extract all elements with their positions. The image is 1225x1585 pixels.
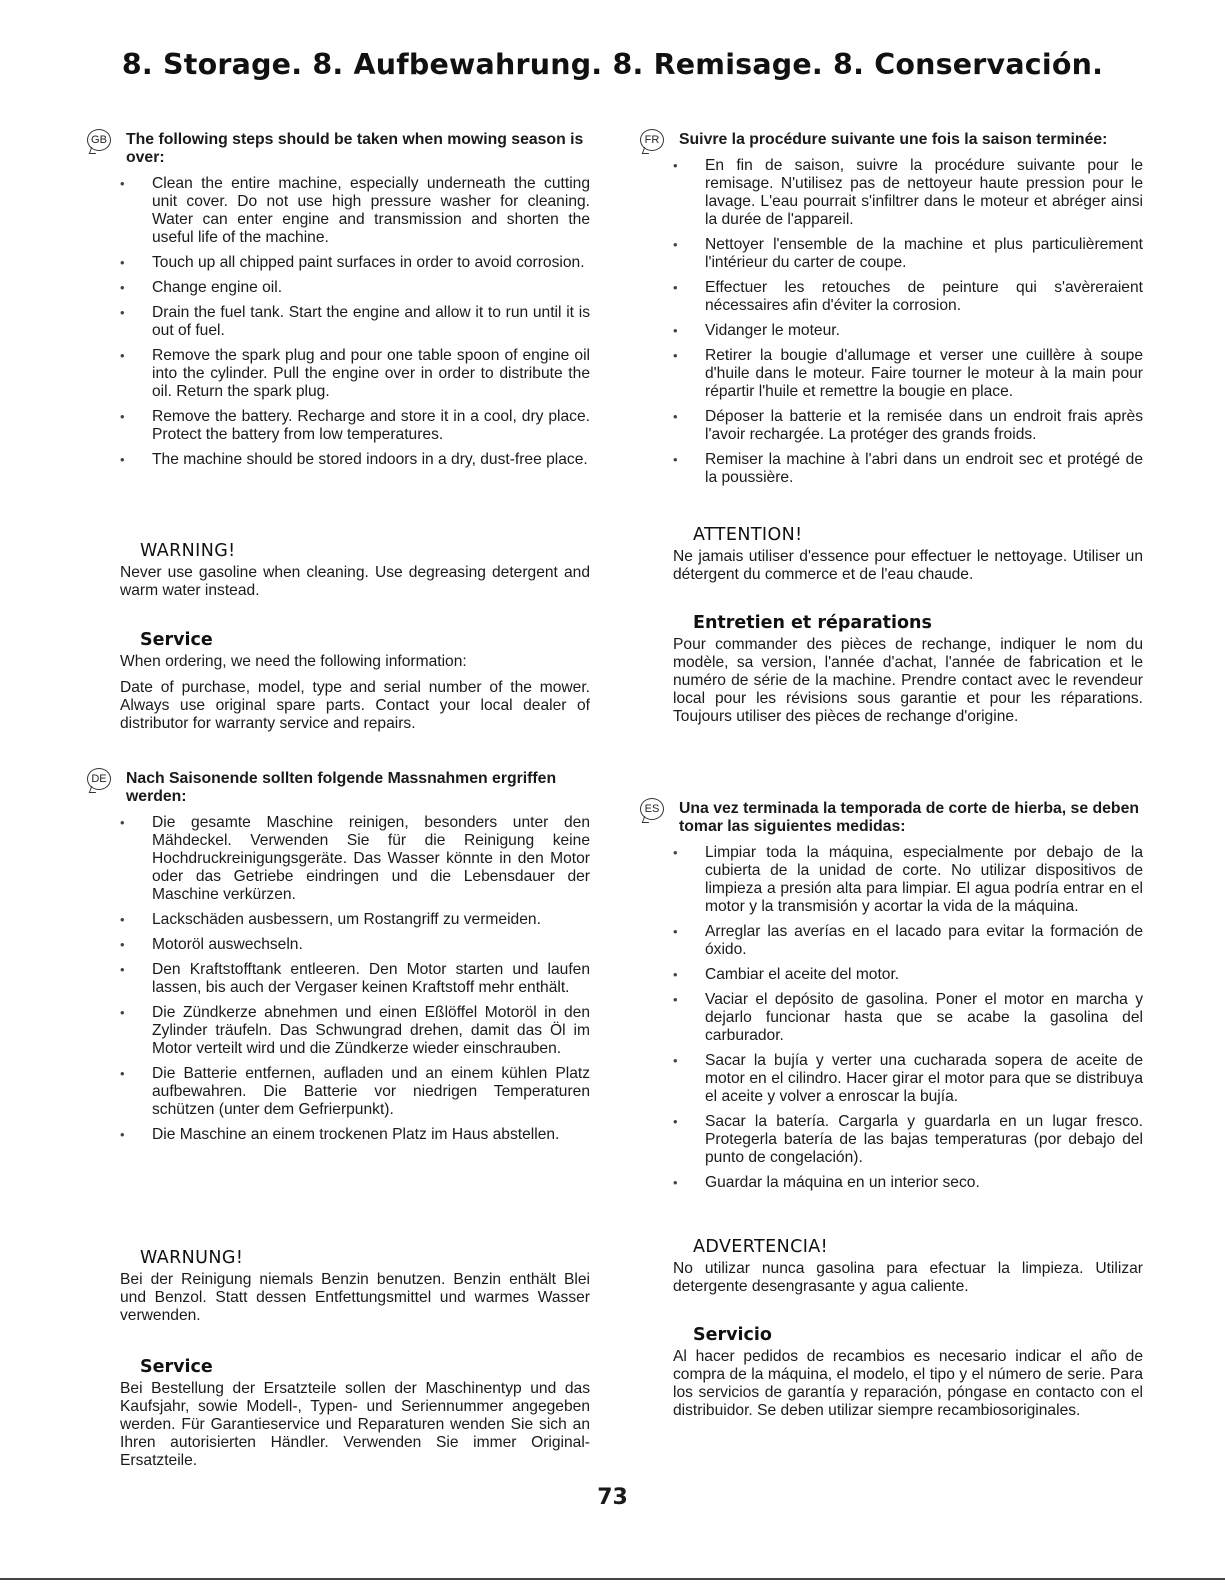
fr-warning-title: ATTENTION! xyxy=(693,525,803,545)
gb-service-text-2: Date of purchase, model, type and serial number of the mower. Always use original spare parts. Contact your local dealer of distributor for warranty service and repairs. xyxy=(120,679,590,732)
de-warning-text: Bei der Reinigung niemals Benzin benutzen. Benzin enthält Blei und Benzol. Statt dessen Entfettungsmittel und warmes Wasser verwenden. xyxy=(120,1271,590,1324)
section-gb xyxy=(91,131,590,476)
es-service xyxy=(673,1325,1143,1420)
list-item: • Touch up all chipped paint surfaces in order to avoid corrosion. xyxy=(120,254,590,272)
list-item: • Remiser la machine à l'abri dans un endroit sec et protégé de la poussière. xyxy=(673,451,1143,487)
es-language-badge: ES xyxy=(640,798,664,820)
list-item: • Cambiar el aceite del motor. xyxy=(673,966,1143,984)
section-fr xyxy=(644,131,1143,494)
es-heading: Una vez terminada la temporada de corte de hierba, se deben tomar las siguientes medidas: xyxy=(679,800,1140,835)
gb-service-title: Service xyxy=(140,630,213,650)
list-item: • Limpiar toda la máquina, especialmente por debajo de la cubierta de la unidad de corte. No utilizar dispositivos de limpieza a presión alta para limpiar. El agua podría entrar en el motor y la transmisión y acortar la vida de la máquina. xyxy=(673,844,1143,916)
list-item: • Sacar la bujía y verter una cucharada sopera de aceite de motor en el cilindro. Hacer girar el motor para que se distribuya el aceite y volver a enroscar la bujía. xyxy=(673,1052,1143,1106)
page-title: 8. Storage. 8. Aufbewahrung. 8. Remisage. 8. Conservación. xyxy=(121,48,1104,81)
de-service xyxy=(120,1357,590,1470)
list-item: • Die Maschine an einem trockenen Platz im Haus abstellen. xyxy=(120,1126,590,1144)
gb-service-text-1: When ordering, we need the following information: xyxy=(120,653,467,670)
list-item: • Sacar la batería. Cargarla y guardarla en un lugar fresco. Protegerla batería de las bajas temperaturas (por debajo del punto de congelación). xyxy=(673,1113,1143,1167)
list-item: • En fin de saison, suivre la procédure suivante pour le remisage. N'utilisez pas de nettoyeur haute pression pour le lavage. L'eau pourrait s'infiltrer dans le moteur et abréger ainsi la durée de l'appareil. xyxy=(673,157,1143,229)
list-item: • Arreglar las averías en el lacado para evitar la formación de óxido. xyxy=(673,923,1143,959)
list-item: • Déposer la batterie et la remisée dans un endroit frais après l'avoir rechargée. La protéger des grands froids. xyxy=(673,408,1143,444)
list-item: • Drain the fuel tank. Start the engine and allow it to run until it is out of fuel. xyxy=(120,304,590,340)
list-item: • Remove the spark plug and pour one table spoon of engine oil into the cylinder. Pull the engine over in order to distribute the oil. Return the spark plug. xyxy=(120,347,590,401)
list-item: • Die Zündkerze abnehmen und einen Eßlöffel Motoröl in den Zylinder träufeln. Das Schwungrad drehen, damit das Öl im Motor verteilt wird und die Zündkerze wieder einschrauben. xyxy=(120,1004,590,1058)
list-item: • Den Kraftstofftank entleeren. Den Motor starten und laufen lassen, bis auch der Vergaser keinen Kraftstoff mehr enthält. xyxy=(120,961,590,997)
gb-heading: The following steps should be taken when mowing season is over: xyxy=(126,131,584,166)
bottom-divider xyxy=(0,1578,1225,1580)
list-item: • Vaciar el depósito de gasolina. Poner el motor en marcha y dejarlo funcionar hasta que se acabe la gasolina del carburador. xyxy=(673,991,1143,1045)
list-item: • Change engine oil. xyxy=(120,279,590,297)
list-item: • The machine should be stored indoors in a dry, dust-free place. xyxy=(120,451,590,469)
gb-heading-block xyxy=(91,131,590,167)
de-language-badge: DE xyxy=(87,768,111,790)
fr-warning xyxy=(673,525,1143,584)
fr-warning-text: Ne jamais utiliser d'essence pour effectuer le nettoyage. Utiliser un détergent du commerce et de l'eau chaude. xyxy=(673,548,1143,583)
es-warning-title: ADVERTENCIA! xyxy=(693,1237,829,1257)
es-heading-block xyxy=(644,800,1143,836)
gb-warning xyxy=(120,541,590,600)
gb-service xyxy=(120,630,590,733)
de-service-text: Bei Bestellung der Ersatzteile sollen der Maschinentyp und das Kaufsjahr, sowie Modell-, Typen- und Seriennummer angegeben werden. Für Garantieservice und Reparaturen wenden Sie sich an Ihren autorisierten Händler. Verwenden Sie immer Original-Ersatzteile. xyxy=(120,1380,590,1469)
es-service-title: Servicio xyxy=(693,1325,772,1345)
section-es xyxy=(644,800,1143,1199)
es-warning-text: No utilizar nunca gasolina para efectuar la limpieza. Utilizar detergente desengrasante y agua caliente. xyxy=(673,1260,1143,1295)
fr-steps-list xyxy=(673,157,1143,487)
de-service-title: Service xyxy=(140,1357,213,1377)
de-heading-block xyxy=(91,770,590,806)
list-item: • Effectuer les retouches de peinture qui s'avèreraient nécessaires afin d'éviter la corrosion. xyxy=(673,279,1143,315)
gb-warning-text: Never use gasoline when cleaning. Use degreasing detergent and warm water instead. xyxy=(120,564,590,599)
list-item: • Lackschäden ausbessern, um Rostangriff zu vermeiden. xyxy=(120,911,590,929)
de-heading: Nach Saisonende sollten folgende Massnahmen ergriffen werden: xyxy=(126,770,557,805)
list-item: • Die gesamte Maschine reinigen, besonders unter den Mähdeckel. Verwenden Sie für die Reinigung keine Hochdruckreinigungsgeräte. Das Wasser könnte in den Motor oder das Getriebe eindringen und die Lebensdauer der Maschine verkürzen. xyxy=(120,814,590,904)
fr-service xyxy=(673,613,1143,726)
fr-service-text: Pour commander des pièces de rechange, indiquer le nom du modèle, sa version, l'année d'achat, l'année de fabrication et le numéro de série de la machine. Prendre contact avec le revendeur local pour les révisions sous garantie et pour les réparations. Toujours utiliser des pièces de rechange d'origine. xyxy=(673,636,1143,725)
list-item: • Nettoyer l'ensemble de la machine et plus particulièrement l'intérieur du carter de coupe. xyxy=(673,236,1143,272)
list-item: • Die Batterie entfernen, aufladen und an einem kühlen Platz aufbewahren. Die Batterie vor niedrigen Temperaturen schützen (unter dem Gefrierpunkt). xyxy=(120,1065,590,1119)
es-service-text: Al hacer pedidos de recambios es necesario indicar el año de compra de la máquina, el modelo, el tipo y el número de serie. Para los servicios de garantía y reparación, póngase en contacto con el distribuidor. Se deben utilizar siempre recambiosoriginales. xyxy=(673,1348,1143,1419)
list-item: • Remove the battery. Recharge and store it in a cool, dry place. Protect the battery from low temperatures. xyxy=(120,408,590,444)
gb-steps-list xyxy=(120,175,590,469)
list-item: • Vidanger le moteur. xyxy=(673,322,1143,340)
fr-heading-block xyxy=(644,131,1143,149)
fr-service-title: Entretien et réparations xyxy=(693,613,932,633)
es-warning xyxy=(673,1237,1143,1296)
gb-language-badge: GB xyxy=(87,129,111,151)
de-warning xyxy=(120,1248,590,1325)
page-number: 73 xyxy=(597,1485,628,1510)
es-steps-list xyxy=(673,844,1143,1192)
list-item: • Retirer la bougie d'allumage et verser une cuillère à soupe d'huile dans le moteur. Faire tourner le moteur à la main pour répartir l'huile et remettre la bougie en place. xyxy=(673,347,1143,401)
list-item: • Motoröl auswechseln. xyxy=(120,936,590,954)
de-steps-list xyxy=(120,814,590,1144)
section-de xyxy=(91,770,590,1151)
fr-language-badge: FR xyxy=(640,129,664,151)
list-item: • Clean the entire machine, especially underneath the cutting unit cover. Do not use high pressure washer for cleaning. Water can enter engine and transmission and shorten the useful life of the machine. xyxy=(120,175,590,247)
de-warning-title: WARNUNG! xyxy=(140,1248,244,1268)
list-item: • Guardar la máquina en un interior seco. xyxy=(673,1174,1143,1192)
gb-warning-title: WARNING! xyxy=(140,541,236,561)
fr-heading: Suivre la procédure suivante une fois la saison terminée: xyxy=(679,131,1108,148)
